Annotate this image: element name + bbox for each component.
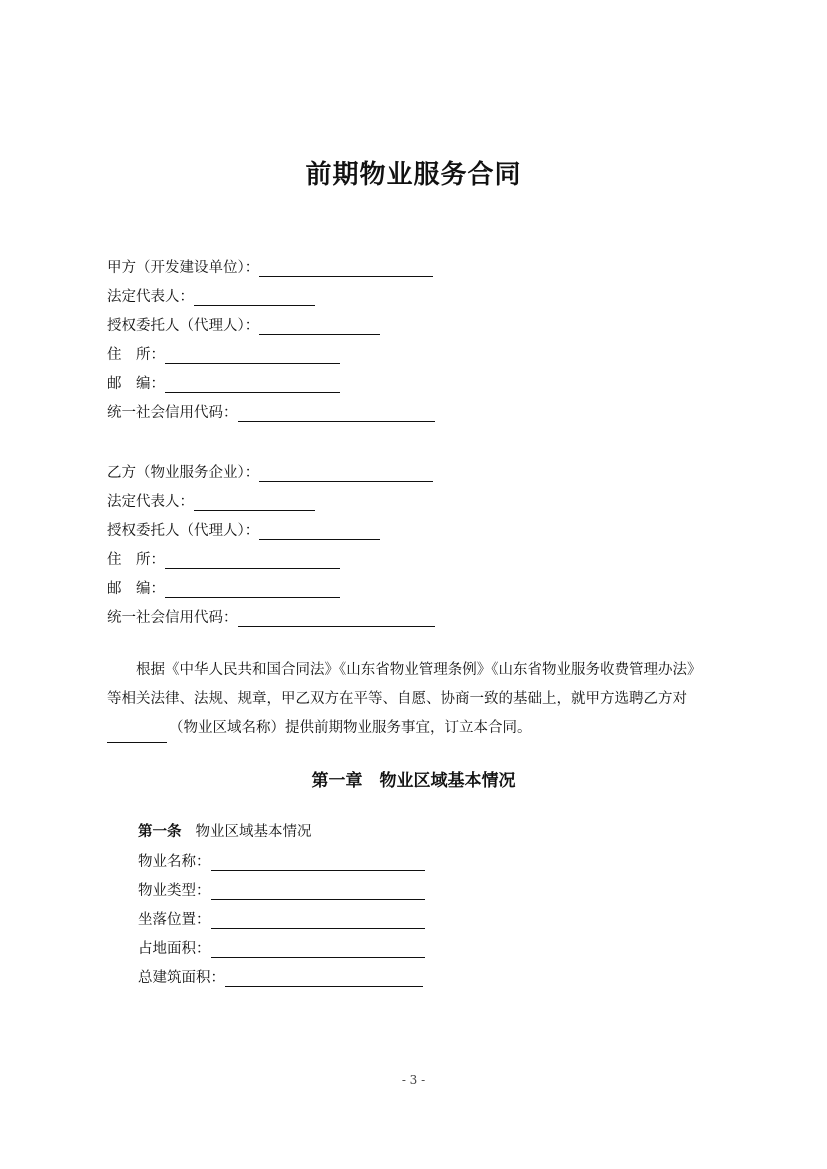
- party-a-legal-rep-field: [107, 284, 315, 306]
- party-a-credit-code-blank[interactable]: [238, 403, 435, 422]
- preamble-line-3: [107, 714, 727, 743]
- party-b-credit-code-label: 统一社会信用代码：: [107, 610, 238, 626]
- party-a-postcode-field: [107, 371, 340, 393]
- property-name-field: [138, 849, 425, 871]
- party-b-postcode-label: 邮 编：: [107, 581, 165, 597]
- page-number: - 3 -: [401, 1073, 426, 1087]
- party-a-address-label: 住 所：: [107, 347, 165, 363]
- party-b-postcode-field: [107, 576, 340, 598]
- party-b-heading-label: 乙方（物业服务企业）：: [107, 465, 260, 481]
- party-b-credit-code-blank[interactable]: [238, 608, 435, 627]
- land-area-field: [138, 936, 425, 958]
- party-b-address-blank[interactable]: [165, 550, 340, 569]
- party-b-agent-field: [107, 518, 380, 540]
- party-a-address-field: [107, 342, 340, 364]
- party-b-address-label: 住 所：: [107, 552, 165, 568]
- article-1-title: 物业区域基本情况: [195, 824, 312, 840]
- party-a-postcode-label: 邮 编：: [107, 376, 165, 392]
- party-a-credit-code-label: 统一社会信用代码：: [107, 405, 238, 421]
- party-a-address-blank[interactable]: [165, 345, 340, 364]
- party-b-legal-rep-field: [107, 489, 315, 511]
- party-a-agent-blank[interactable]: [259, 316, 380, 335]
- preamble-line-3-text: （物业区域名称）提供前期物业服务事宜，订立本合同。: [169, 720, 532, 736]
- party-b-address-field: [107, 547, 340, 569]
- property-type-label: 物业类型：: [138, 883, 211, 899]
- property-type-blank[interactable]: [211, 881, 425, 900]
- property-location-label: 坐落位置：: [138, 912, 211, 928]
- property-name-blank[interactable]: [211, 852, 425, 871]
- land-area-label: 占地面积：: [138, 941, 211, 957]
- party-a-agent-field: [107, 313, 380, 335]
- party-b-heading-field: [107, 460, 433, 482]
- chapter-1-title: 第一章 物业区域基本情况: [311, 771, 516, 791]
- building-area-blank[interactable]: [225, 968, 423, 987]
- party-b-agent-blank[interactable]: [259, 521, 380, 540]
- party-b-legal-rep-blank[interactable]: [194, 492, 315, 511]
- building-area-label: 总建筑面积：: [138, 970, 225, 986]
- property-location-blank[interactable]: [211, 910, 425, 929]
- party-b-credit-code-field: [107, 605, 435, 627]
- property-area-name-blank[interactable]: [107, 724, 167, 743]
- article-1-label: 第一条: [138, 823, 182, 840]
- party-a-heading-label: 甲方（开发建设单位）：: [107, 260, 260, 276]
- party-b-name-blank[interactable]: [259, 463, 433, 482]
- party-b-agent-label: 授权委托人（代理人）：: [107, 523, 260, 539]
- article-1-heading: [138, 820, 312, 841]
- party-a-postcode-blank[interactable]: [165, 374, 340, 393]
- preamble-line-2: 等相关法律、法规、规章，甲乙双方在平等、自愿、协商一致的基础上，就甲方选聘乙方对: [107, 691, 687, 707]
- party-a-agent-label: 授权委托人（代理人）：: [107, 318, 260, 334]
- party-a-legal-rep-label: 法定代表人：: [107, 289, 194, 305]
- party-a-name-blank[interactable]: [259, 258, 433, 277]
- property-name-label: 物业名称：: [138, 854, 211, 870]
- party-a-legal-rep-blank[interactable]: [194, 287, 315, 306]
- land-area-blank[interactable]: [211, 939, 425, 958]
- document-title: 前期物业服务合同: [305, 160, 522, 190]
- party-a-credit-code-field: [107, 400, 435, 422]
- property-location-field: [138, 907, 425, 929]
- preamble-line-1: 根据《中华人民共和国合同法》《山东省物业管理条例》《山东省物业服务收费管理办法》: [136, 662, 702, 678]
- party-b-legal-rep-label: 法定代表人：: [107, 494, 194, 510]
- building-area-field: [138, 965, 423, 987]
- property-type-field: [138, 878, 425, 900]
- party-b-postcode-blank[interactable]: [165, 579, 340, 598]
- party-a-heading-field: [107, 255, 433, 277]
